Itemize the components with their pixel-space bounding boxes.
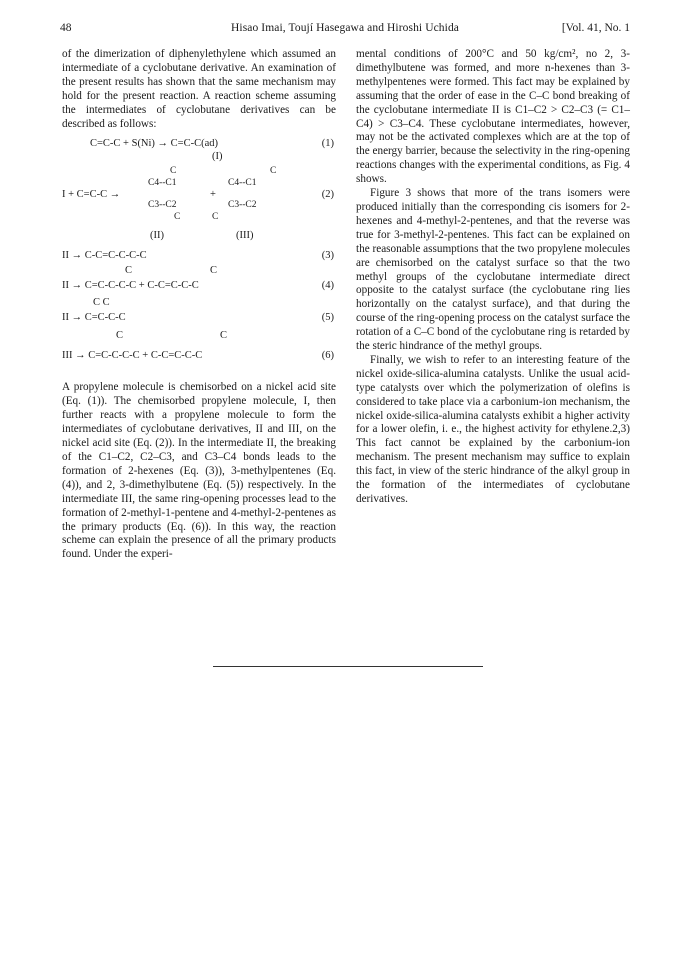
label-ii: (II) xyxy=(150,230,164,242)
equation-4: II → C=C-C-C-C + C-C=C-C-C xyxy=(62,280,199,292)
equation-1: C=C-C + S(Ni) → C=C-C(ad) xyxy=(90,138,219,150)
equation-4-number: (4) xyxy=(321,280,334,292)
right-paragraph-2: Figure 3 shows that more of the trans isomers were produced initially than the corresponding cis isomers for 2-hexenes and 4-methyl-2-pentenes, and that the reverse was true for 3-methyl-2-pentenes. This fact can be explained on the reasonable assumptions that the two propylene molecules are chemisorbed on the catalyst surface so that the two methyl groups of the cyclobutane intermediate direct opposite to the catalyst surface (the cyclobutane ring lies horizontally on the catalyst surface), and that during the course of the ring-opening process on the catalyst surface the rotation of a C–C bond of the cyclobutane ring is retarded by the steric hindrance of the methyl groups. xyxy=(356,187,630,353)
right-paragraph-3: Finally, we wish to refer to an interesting feature of the nickel oxide-silica-alumina catalysts. Unlike the usual acid-type catalysts over which the polymerization of olefins is considered to take place via a carbonium-ion mechanism, the nickel oxide-silica-alumina catalysts exhibit a higher activity for a lower olefin, i. e., the highest activity for ethylene.2,3) This fact cannot be explained by the carbonium-ion mechanism. The present mechanism may suffice to explain this fact, in view of the steric hindrance of the alkyl group in the formation of the intermediates of cyclobutane derivatives. xyxy=(356,353,630,505)
equation-2-prefix: I + C=C-C → xyxy=(62,189,121,201)
equation-2-plus: + xyxy=(210,189,216,201)
left-column xyxy=(62,48,336,562)
page-number: 48 xyxy=(60,22,72,34)
ring-iii-lower-substituent: C xyxy=(212,212,219,223)
ring-ii-bottom: C3--C2 xyxy=(148,200,177,211)
label-iii: (III) xyxy=(236,230,254,242)
ring-ii-top: C4--C1 xyxy=(148,178,177,189)
equation-1-label: (I) xyxy=(212,151,223,163)
equation-4-top-c1: C xyxy=(125,265,133,277)
ring-iii-bottom: C3--C2 xyxy=(228,200,257,211)
right-column xyxy=(356,48,630,507)
equation-3-number: (3) xyxy=(321,250,334,262)
equation-5-number: (5) xyxy=(321,312,334,324)
reaction-scheme xyxy=(62,133,336,381)
ring-ii-lower-substituent: C xyxy=(174,212,181,223)
equation-6-top-c1: C xyxy=(116,330,124,342)
right-paragraph-1: mental conditions of 200°C and 50 kg/cm², no 2, 3-dimethylbutene was formed, and more n-hexenes than 3-methylpentenes were formed. This fact may be explained by assuming that the order of ease in the C–C bond breaking of the cyclobutane intermediate II is C1–C2 > C2–C3 (= C1–C4) > C3–C4. These cyclobutane intermediates, however, may not be the activated complexes which are at the top of the energy barrier, because the selectivity in the ring-opening reactions changes with the experimental conditions, as Fig. 4 shows. xyxy=(356,48,630,186)
equation-5: II → C=C-C-C xyxy=(62,312,126,324)
equation-2-number: (2) xyxy=(321,189,334,201)
running-header xyxy=(60,22,630,38)
left-paragraph-2: A propylene molecule is chemisorbed on a nickel acid site (Eq. (1)). The chemisorbed propylene molecule, I, then further reacts with a propylene molecule to form the intermediates of cyclobutane derivatives, II and III, on the nickel acid site (Eq. (2)). In the intermediate II, the breaking of the C1–C2, C2–C3, and C3–C4 bonds leads to the formation of 2-hexenes (Eq. (3)), 3-methylpentenes (Eq. (4)), and 2, 3-dimethylbutene (Eq. (5)) respectively. In the intermediate III, the same ring-opening processes lead to the formation of 2-methyl-1-pentene and 4-methyl-2-pentenes as the primary products (Eq. (6)). In this way, the reaction scheme can explain the presence of all the primary products found. Under the experi- xyxy=(62,381,336,561)
equation-1-number: (1) xyxy=(321,138,334,150)
author-line: Hisao Imai, Toují Hasegawa and Hiroshi Uchida xyxy=(231,22,459,34)
ring-ii-substituent: C xyxy=(170,166,177,177)
left-paragraph-1: of the dimerization of diphenylethylene which assumed an intermediate of a cyclobutane derivative. An examination of the present results has shown that the same mechanism may hold for the present reaction. A reaction scheme assuming the intermediates of cyclobutane derivatives can be described as follows: xyxy=(62,48,336,130)
ring-iii-top: C4--C1 xyxy=(228,178,257,189)
equation-5-top: C C xyxy=(93,297,110,309)
volume-label: [Vol. 41, No. 1 xyxy=(561,22,630,34)
equation-4-top-c2: C xyxy=(210,265,218,277)
equation-6-number: (6) xyxy=(321,350,334,362)
ring-iii-substituent: C xyxy=(270,166,277,177)
end-rule xyxy=(213,666,483,667)
equation-6: III → C=C-C-C-C + C-C=C-C-C xyxy=(62,350,203,362)
equation-3: II → C-C=C-C-C-C xyxy=(62,250,147,262)
equation-6-top-c2: C xyxy=(220,330,228,342)
